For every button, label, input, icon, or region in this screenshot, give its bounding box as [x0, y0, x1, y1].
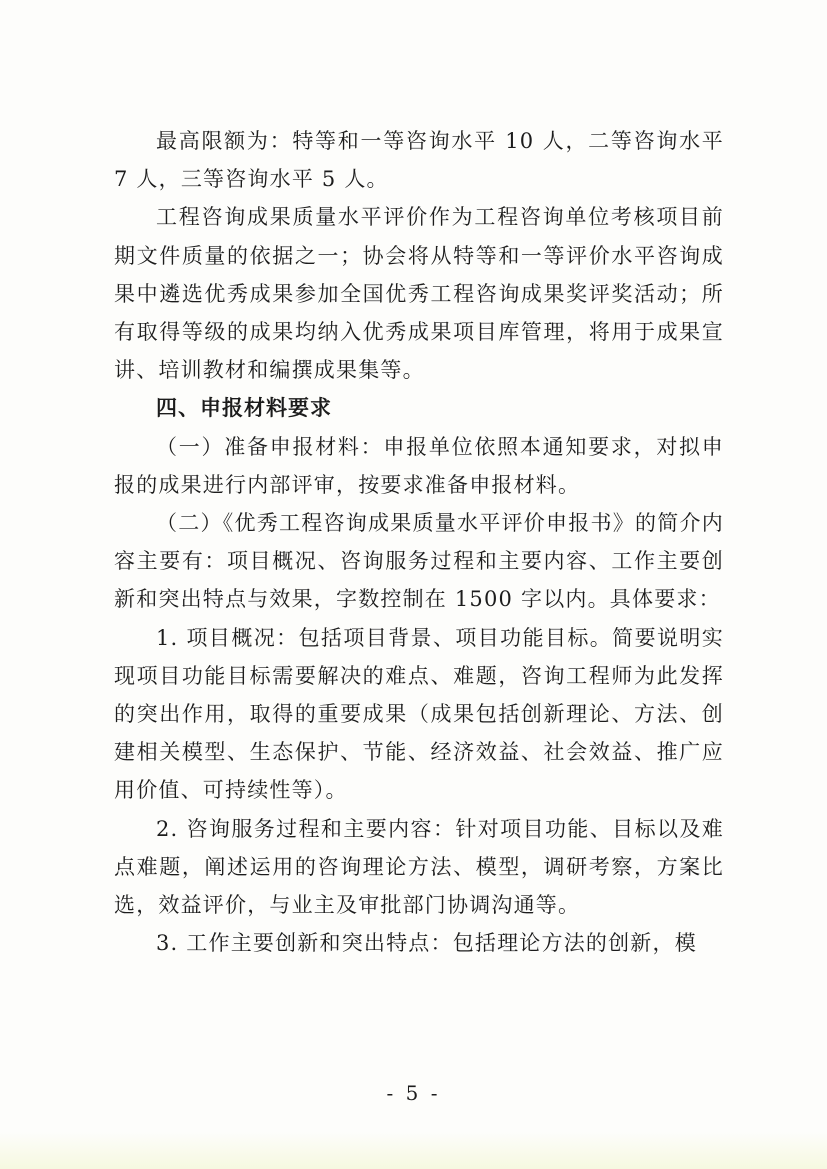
paragraph-consulting-process: 2. 咨询服务过程和主要内容：针对项目功能、目标以及难点难题，阐述运用的咨询理论方法、模型，调研考察，方案比选，效益评价，与业主及审批部门协调沟通等。 [114, 816, 724, 918]
paragraph-evaluation-basis: 工程咨询成果质量水平评价作为工程咨询单位考核项目前期文件质量的依据之一；协会将从特等和一等评价水平咨询成果中遴选优秀成果参加全国优秀工程咨询成果奖评奖活动；所有取得等级的成果均纳入优秀成果项目库管理，将用于成果宣讲、培训教材和编撰成果集等。 [114, 205, 724, 383]
paragraph-quota: 最高限额为：特等和一等咨询水平 10 人，二等咨询水平 7 人，三等咨询水平 5 人。 [114, 129, 724, 192]
section-heading-application-materials: 四、申报材料要求 [156, 396, 332, 421]
paragraph-innovation: 3. 工作主要创新和突出特点：包括理论方法的创新，模 [156, 931, 697, 956]
page-number: - 5 - [386, 1081, 441, 1105]
scan-edge-tint [0, 1132, 827, 1169]
paragraph-project-overview: 1. 项目概况：包括项目背景、项目功能目标。简要说明实现项目功能目标需要解决的难点、难题，咨询工程师为此发挥的突出作用，取得的重要成果（成果包括创新理论、方法、创建相关模型、生态保护、节能、经济效益、社会效益、推广应用价值、可持续性等）。 [114, 625, 724, 803]
document-body [114, 122, 724, 962]
paragraph-application-summary: （二）《优秀工程咨询成果质量水平评价申报书》的简介内容主要有：项目概况、咨询服务过程和主要内容、工作主要创新和突出特点与效果，字数控制在 1500 字以内。具体要求： [114, 511, 724, 612]
paragraph-prepare-materials: （一）准备申报材料：申报单位依照本通知要求，对拟申报的成果进行内部评审，按要求准备申报材料。 [114, 434, 724, 497]
